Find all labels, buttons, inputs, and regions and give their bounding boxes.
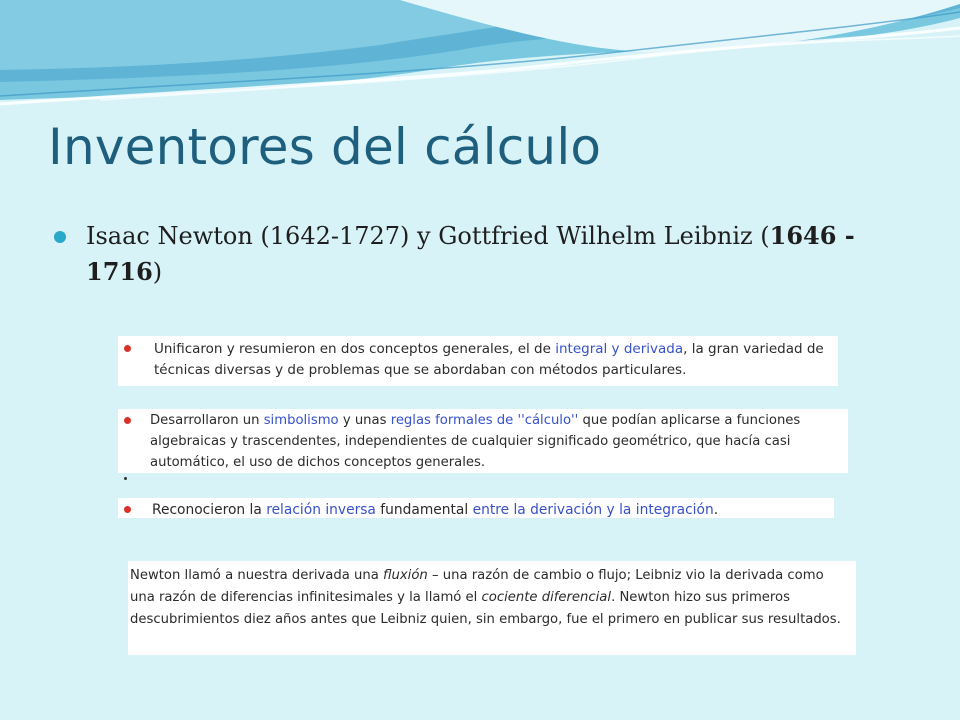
main-bullet-part1: Isaac Newton (1642-1727) y Gottfried Wilhelm Leibniz ( [86, 222, 770, 250]
item1-text-b: , la gran variedad de técnicas diversas y de problemas que se abordaban con métodos particulares. [154, 341, 824, 378]
main-bullet-bold: 1646 - 1716 [86, 221, 855, 286]
item3-text-a: Reconocieron la [152, 502, 267, 518]
red-bullet-icon [124, 345, 131, 352]
excerpt-item-3 [118, 498, 834, 518]
main-bullet [54, 218, 914, 290]
item1-link: integral y derivada [555, 341, 684, 357]
header-wave-decoration [0, 0, 960, 120]
item2-link1: simbolismo [263, 413, 339, 428]
slide-title: Inventores del cálculo [48, 118, 602, 176]
paragraph-em2: cociente diferencial [481, 590, 612, 605]
item3-text-b: fundamental [375, 502, 473, 518]
paragraph-text-b: – una razón de cambio o flujo; Leibniz vio la derivada como una razón de diferencias infinitesimales y la llamó el [130, 568, 824, 605]
item2-text-a: Desarrollaron un [150, 413, 264, 428]
stray-dot [124, 477, 127, 480]
paragraph-text-a: Newton llamó a nuestra derivada una [130, 568, 383, 583]
item3-link1: relación inversa [266, 502, 376, 518]
item3-text-c: . [713, 502, 719, 518]
item2-text-c: que podían aplicarse a funciones algebraicas y trascendentes, independientes de cualquier significado geométrico, que hacía casi automático, el uso de dichos conceptos generales. [150, 413, 801, 470]
bullet-dot-icon [54, 231, 66, 243]
paragraph-em1: fluxión [383, 568, 428, 583]
excerpt-paragraph [128, 561, 856, 655]
item2-text-b: y unas [338, 413, 391, 428]
item1-text-a: Unificaron y resumieron en dos conceptos generales, el de [154, 341, 556, 357]
item2-link2: reglas formales de ''cálculo'' [390, 413, 579, 428]
main-bullet-part2: ) [152, 258, 163, 286]
red-bullet-icon [124, 506, 131, 513]
item3-link2: entre la derivación y la integración [472, 502, 714, 518]
excerpt-item-2 [118, 409, 848, 473]
paragraph-text-c: . Newton hizo sus primeros descubrimientos diez años antes que Leibniz quien, sin embargo, fue el primero en publicar sus resultados. [130, 590, 841, 627]
red-bullet-icon [124, 417, 131, 424]
excerpt-item-1 [118, 336, 838, 386]
main-bullet-text [86, 218, 914, 290]
